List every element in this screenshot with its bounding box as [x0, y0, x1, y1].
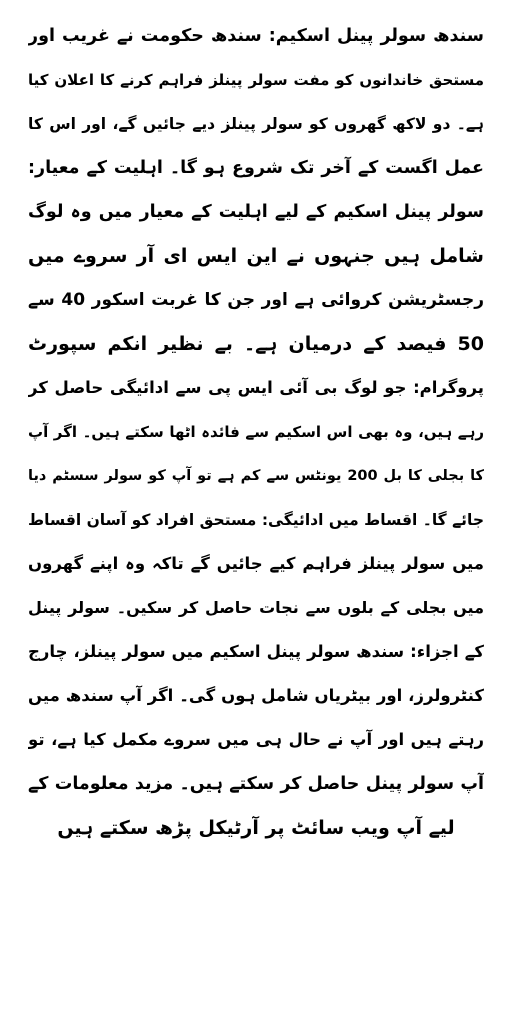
article-line: کا بجلی کا بل 200 یونٹس سے کم ہے تو آپ کو سولر سسٹم دیا: [28, 468, 484, 484]
article-line: رجسٹریشن کروائی ہے اور جن کا غربت اسکور 40 سے: [28, 290, 484, 310]
article-line: رہے ہیں، وہ بھی اس اسکیم سے فائدہ اٹھا سکتے ہیں۔ اگر آپ: [28, 423, 484, 441]
article-line: کنٹرولرز، اور بیٹریاں شامل ہوں گی۔ اگر آپ سندھ میں: [28, 686, 484, 705]
article-line: سندھ سولر پینل اسکیم: سندھ حکومت نے غریب اور: [28, 26, 484, 46]
article-line: جائے گا۔ اقساط میں ادائیگی: مستحق افراد کو آسان اقساط: [28, 511, 484, 529]
article-line: مستحق خاندانوں کو مفت سولر پینلز فراہم کرنے کا اعلان کیا: [28, 71, 484, 89]
article-line: لیے آپ ویب سائٹ پر آرٹیکل پڑھ سکتے ہیں: [57, 817, 455, 839]
article-line: شامل ہیں جنہوں نے این ایس ای آر سروے میں: [28, 245, 484, 267]
article-line: عمل اگست کے آخر تک شروع ہو گا۔ اہلیت کے معیار:: [28, 158, 484, 178]
article-line: سولر پینل اسکیم کے لیے اہلیت کے معیار میں وہ لوگ: [28, 202, 484, 222]
article-line: ہے۔ دو لاکھ گھروں کو سولر پینلز دیے جائیں گے، اور اس کا: [28, 115, 484, 133]
article-line: رہتے ہیں اور آپ نے حال ہی میں سروے مکمل کیا ہے، تو: [28, 730, 484, 749]
article-line: میں بجلی کے بلوں سے نجات حاصل کر سکیں۔ سولر پینل: [28, 598, 484, 617]
article-line: 50 فیصد کے درمیان ہے۔ بے نظیر انکم سپورٹ: [28, 333, 484, 355]
article-body: [28, 14, 484, 1014]
article-line: میں سولر پینلز فراہم کیے جائیں گے تاکہ وہ اپنے گھروں: [28, 554, 484, 573]
article-line: آپ سولر پینل حاصل کر سکتے ہیں۔ مزید معلومات کے: [28, 774, 484, 794]
article-line: کے اجزاء: سندھ سولر پینل اسکیم میں سولر پینلز، چارج: [28, 642, 484, 661]
article-line: پروگرام: جو لوگ بی آئی ایس پی سے ادائیگی حاصل کر: [28, 378, 484, 397]
